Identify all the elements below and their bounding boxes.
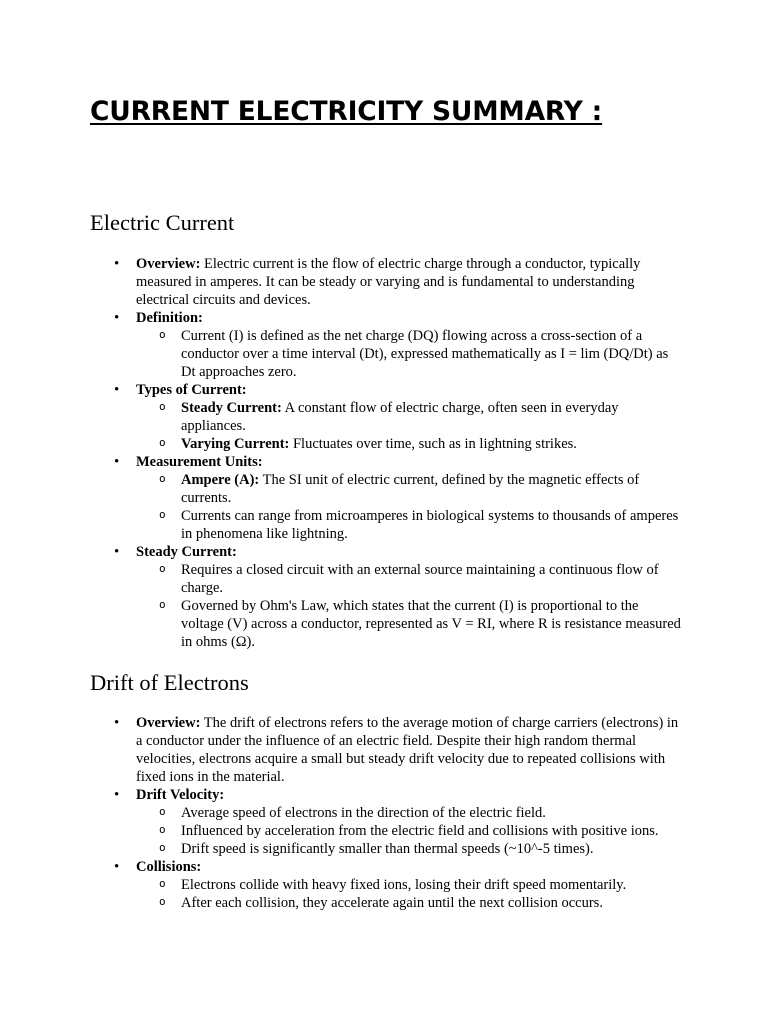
section-heading-drift-of-electrons: Drift of Electrons xyxy=(90,670,249,695)
sub-item-text: Currents can range from microamperes in biological systems to thousands of amperes in phenomena like lightning. xyxy=(181,508,679,542)
sub-item-text: Drift speed is significantly smaller than thermal speeds (~10^-5 times). xyxy=(181,841,594,857)
item-label: Types of Current: xyxy=(136,382,247,398)
sub-item xyxy=(181,471,684,507)
sub-item-text: After each collision, they accelerate again until the next collision occurs. xyxy=(181,895,603,911)
sub-item xyxy=(181,399,684,435)
sub-item-label: Steady Current: xyxy=(181,400,282,416)
sub-item xyxy=(181,561,684,597)
electric-current-list xyxy=(136,255,684,651)
sub-item xyxy=(181,435,684,453)
sub-item xyxy=(181,507,684,543)
sub-item-label: Varying Current: xyxy=(181,436,290,452)
item-label: Collisions: xyxy=(136,859,202,875)
sub-item-text: Fluctuates over time, such as in lightning strikes. xyxy=(289,436,577,452)
sub-item-text: The SI unit of electric current, defined by the magnetic effects of currents. xyxy=(181,472,640,506)
item-label: Drift Velocity: xyxy=(136,787,225,803)
list-item-collisions xyxy=(136,858,684,912)
sub-item xyxy=(181,822,684,840)
sub-item-label: Ampere (A): xyxy=(181,472,260,488)
sub-item xyxy=(181,597,684,651)
list-item-types-of-current xyxy=(136,381,684,453)
collisions-sublist xyxy=(136,876,684,912)
sub-item-text: Governed by Ohm's Law, which states that the current (I) is proportional to the voltage (V) across a conductor, represented as V = RI, where R is resistance measured in ohms (Ω). xyxy=(181,598,681,650)
item-label: Overview: xyxy=(136,256,201,272)
units-sublist xyxy=(136,471,684,543)
drift-velocity-sublist xyxy=(136,804,684,858)
list-item-drift-velocity xyxy=(136,786,684,858)
sub-item xyxy=(181,876,684,894)
document-title: CURRENT ELECTRICITY SUMMARY : xyxy=(90,96,603,127)
item-text: The drift of electrons refers to the average motion of charge carriers (electrons) in a conductor under the influence of an electric field. Despite their high random thermal velocities, electrons acquire a small but steady drift velocity due to repeated collisions with fixed ions in the material. xyxy=(136,715,679,785)
sub-item xyxy=(181,804,684,822)
item-label: Overview: xyxy=(136,715,201,731)
sub-item-text: Requires a closed circuit with an external source maintaining a continuous flow of charge. xyxy=(181,562,659,596)
sub-item-text: Influenced by acceleration from the electric field and collisions with positive ions. xyxy=(181,823,659,839)
sub-item-text: A constant flow of electric charge, often seen in everyday appliances. xyxy=(181,400,619,434)
sub-item xyxy=(181,894,684,912)
sub-item xyxy=(181,840,684,858)
sub-item-text: Current (I) is defined as the net charge (DQ) flowing across a cross-section of a conductor over a time interval (Dt), expressed mathematically as I = lim (DQ/Dt) as Dt approaches zero. xyxy=(181,328,669,380)
list-item-definition xyxy=(136,309,684,381)
drift-of-electrons-list xyxy=(136,714,684,912)
list-item-overview xyxy=(136,255,684,309)
sub-item xyxy=(181,327,684,381)
types-sublist xyxy=(136,399,684,453)
steady-sublist xyxy=(136,561,684,651)
item-text: Electric current is the flow of electric charge through a conductor, typically measured in amperes. It can be steady or varying and is fundamental to understanding electrical circuits and devices. xyxy=(136,256,641,308)
item-label: Measurement Units: xyxy=(136,454,263,470)
section-heading-electric-current: Electric Current xyxy=(90,210,235,235)
list-item-steady-current xyxy=(136,543,684,651)
sub-item-text: Average speed of electrons in the direction of the electric field. xyxy=(181,805,546,821)
item-label: Definition: xyxy=(136,310,203,326)
list-item-measurement-units xyxy=(136,453,684,543)
item-label: Steady Current: xyxy=(136,544,237,560)
list-item-overview xyxy=(136,714,684,786)
definition-sublist xyxy=(136,327,684,381)
sub-item-text: Electrons collide with heavy fixed ions, losing their drift speed momentarily. xyxy=(181,877,627,893)
